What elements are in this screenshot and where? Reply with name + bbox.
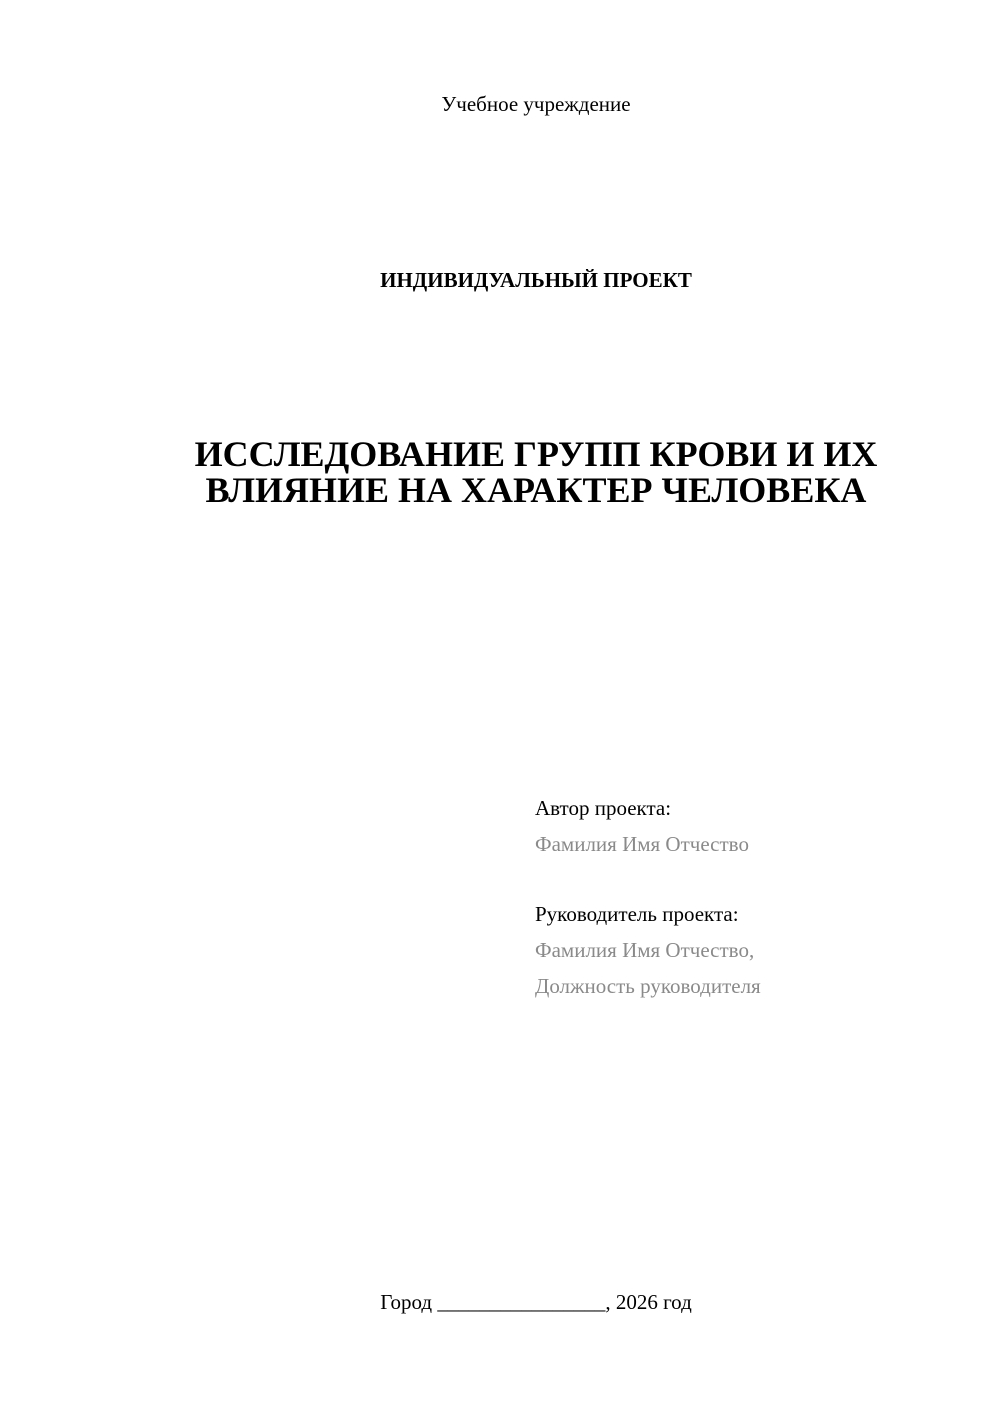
supervisor-position: Должность руководителя <box>535 974 761 998</box>
info-spacer <box>535 862 975 896</box>
supervisor-name: Фамилия Имя Отчество, <box>535 938 755 962</box>
supervisor-label: Руководитель проекта: <box>535 902 739 926</box>
institution-name: Учебное учреждение <box>441 92 631 116</box>
author-name: Фамилия Имя Отчество <box>535 832 749 856</box>
project-info-block <box>535 790 975 1004</box>
city-year-footer: Город ________________, 2026 год <box>380 1290 692 1314</box>
project-title-line-1: ИССЛЕДОВАНИЕ ГРУПП КРОВИ И ИХ <box>194 434 878 474</box>
project-title <box>0 436 1000 508</box>
document-type: ИНДИВИДУАЛЬНЫЙ ПРОЕКТ <box>380 268 692 292</box>
author-label: Автор проекта: <box>535 796 672 820</box>
project-title-line-2: ВЛИЯНИЕ НА ХАРАКТЕР ЧЕЛОВЕКА <box>205 470 867 510</box>
